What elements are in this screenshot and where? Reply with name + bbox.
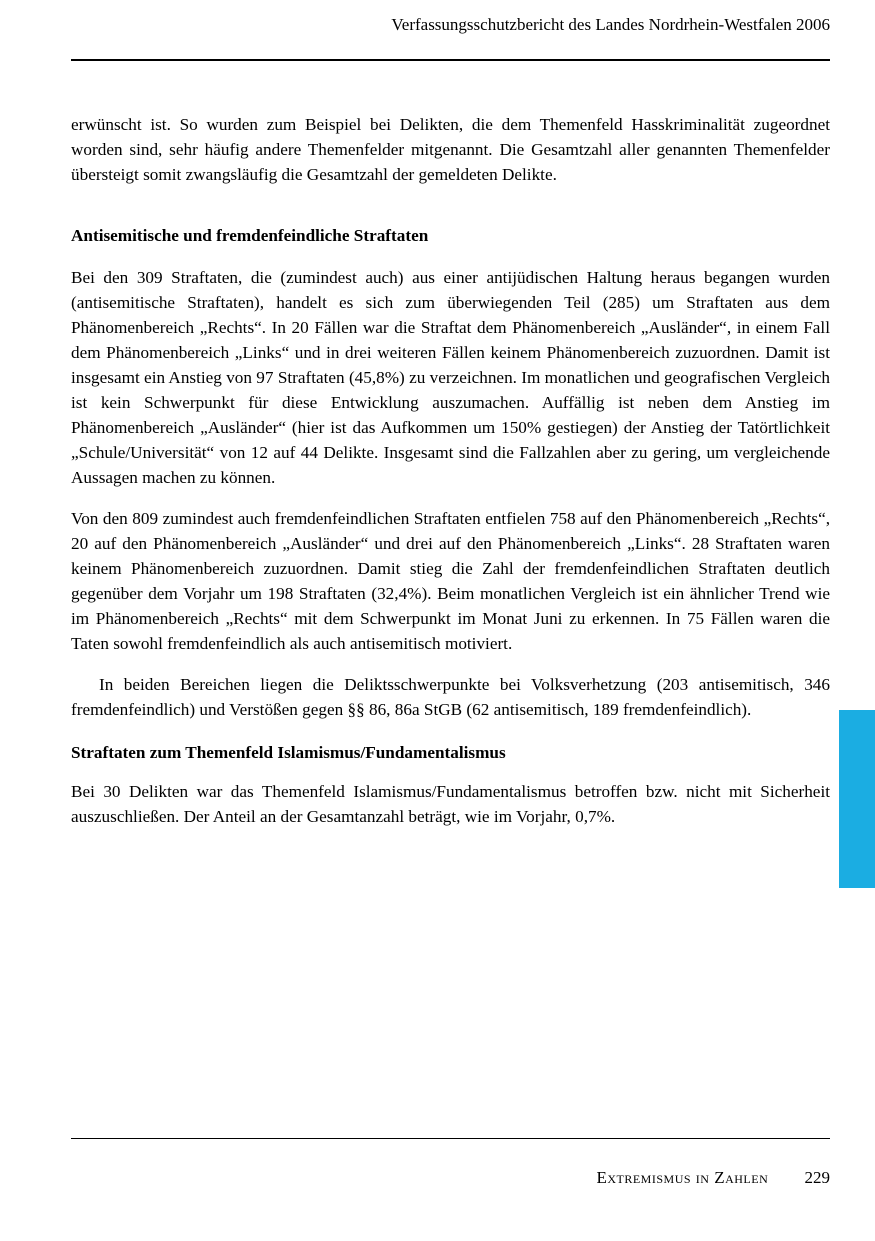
section-heading-islamism: Straftaten zum Themenfeld Islamismus/Fundamentalismus (71, 743, 506, 762)
paragraph-offense-focus: In beiden Bereichen liegen die Deliktsschwerpunkte bei Volksverhetzung (203 antisemitisch, 346 fremdenfeindlich) und Verstößen gegen §§ 86, 86a StGB (62 antisemitisch, 189 fremdenfeindlich). (71, 675, 830, 719)
paragraph-xenophobic-crimes: Von den 809 zumindest auch fremdenfeindlichen Straftaten entfielen 758 auf den Phänomenbereich „Rechts“, 20 auf den Phänomenbereich „Ausländer“ und drei auf den Phänomenbereich „Links“. 28 Straftaten waren keinem Phänomenbereich zuzuordnen. Damit stieg die Zahl der fremdenfeindlichen Straftaten deutlich gegenüber dem Vorjahr um 198 Straftaten (32,4%). Beim monatlichen Vergleich ist ein ähnlicher Trend wie im Phänomenbereich „Rechts“ mit dem Schwerpunkt im Monat Juni zu erkennen. In 75 Fällen waren die Taten sowohl fremdenfeindlich als auch antisemitisch motiviert. (71, 509, 830, 653)
paragraph-antisemitic-crimes: Bei den 309 Straftaten, die (zumindest auch) aus einer antijüdischen Haltung heraus begangen wurden (antisemitische Straftaten), handelt es sich zum überwiegenden Teil (285) um Straftaten aus dem Phänomenbereich „Rechts“. In 20 Fällen war die Straftat dem Phänomenbereich „Ausländer“, in einem Fall dem Phänomenbereich „Links“ und in drei weiteren Fällen keinem Phänomenbereich zuzuordnen. Damit ist insgesamt ein Anstieg von 97 Straftaten (45,8%) zu verzeichnen. Im monatlichen und geografischen Vergleich ist kein Schwerpunkt für diese Entwicklung auszumachen. Auffällig ist neben dem Anstieg im Phänomenbereich „Ausländer“ (hier ist das Aufkommen um 150% gestiegen) der Anstieg der Tatörtlichkeit „Schule/Universität“ von 12 auf 44 Delikte. Insgesamt sind die Fallzahlen aber zu gering, um vergleichende Aussagen machen zu können. (71, 268, 830, 487)
section-heading-antisemitic: Antisemitische und fremdenfeindliche Straftaten (71, 226, 429, 245)
page-number: 229 (804, 1168, 830, 1187)
page-header (71, 14, 830, 36)
intro-paragraph: erwünscht ist. So wurden zum Beispiel bei Delikten, die dem Themenfeld Hasskriminalität zugeordnet worden sind, sehr häufig andere Themenfelder mitgenannt. Die Gesamtzahl aller genannten Themenfelder übersteigt somit zwangsläufig die Gesamtzahl der gemeldeten Delikte. (71, 115, 830, 184)
footer-section-label: Extremismus in Zahlen (596, 1168, 769, 1187)
running-title: Verfassungsschutzbericht des Landes Nordrhein-Westfalen 2006 (391, 15, 830, 34)
paragraph-islamism: Bei 30 Delikten war das Themenfeld Islamismus/Fundamentalismus betroffen bzw. nicht mit Sicherheit auszuschließen. Der Anteil an der Gesamtanzahl beträgt, wie im Vorjahr, 0,7%. (71, 782, 830, 826)
header-divider (71, 59, 830, 61)
page-body (71, 112, 830, 845)
chapter-marker-tab (839, 710, 875, 888)
page-footer (71, 1166, 830, 1190)
footer-divider (71, 1138, 830, 1139)
